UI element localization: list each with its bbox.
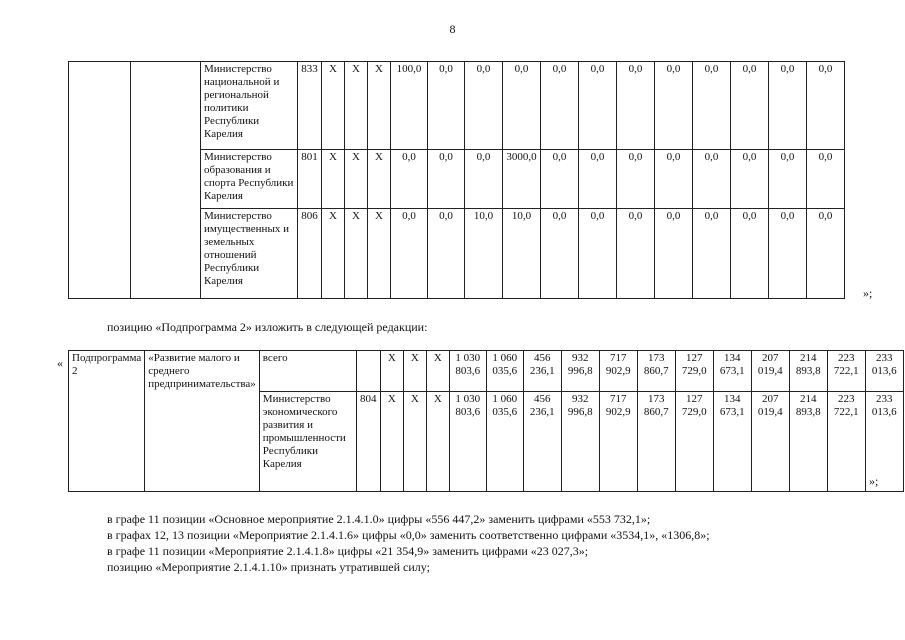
value-cell: 233 013,6 <box>865 392 903 492</box>
executor-name: Министерство имущественных и земельных отношений Республики Карелия <box>201 209 298 299</box>
x-cell: Х <box>368 150 391 209</box>
value-cell: 0,0 <box>693 209 731 299</box>
x-cell: Х <box>403 351 426 392</box>
value-cell: 0,0 <box>541 209 579 299</box>
value-cell: 0,0 <box>617 209 655 299</box>
closing-quote: »; <box>869 474 879 488</box>
value-cell: 932 996,8 <box>561 392 599 492</box>
value-cell: 223 722,1 <box>827 392 865 492</box>
amendment-line: в графе 11 позиции «Мероприятие 2.1.4.1.8» цифры «21 354,9» заменить цифрами «23 027,3»; <box>107 544 589 558</box>
value-cell: 0,0 <box>579 62 617 150</box>
amendment-line: в графе 11 позиции «Основное мероприятие 2.1.4.1.0» цифры «556 447,2» заменить цифрами «553 732,1»; <box>107 512 651 526</box>
value-cell: 0,0 <box>731 62 769 150</box>
value-cell: 0,0 <box>731 150 769 209</box>
value-cell: 0,0 <box>503 62 541 150</box>
subprogram-2-table <box>68 350 904 492</box>
budget-table-continuation <box>68 61 845 299</box>
table-row <box>69 351 904 392</box>
value-cell: 0,0 <box>541 150 579 209</box>
value-cell: 0,0 <box>428 209 465 299</box>
value-cell: 0,0 <box>769 62 807 150</box>
value-cell: 0,0 <box>807 209 845 299</box>
amendment-line: в графах 12, 13 позиции «Мероприятие 2.1.4.1.6» цифры «0,0» заменить соответственно цифрами «3534,1», «1306,8»; <box>107 528 710 542</box>
code-cell: 833 <box>298 62 322 150</box>
value-cell: 717 902,9 <box>599 392 637 492</box>
value-cell: 456 236,1 <box>523 392 561 492</box>
value-cell: 0,0 <box>391 150 428 209</box>
executor-name: Министерство экономического развития и промышленности Республики Карелия <box>259 392 356 492</box>
value-cell: 0,0 <box>579 209 617 299</box>
x-cell: Х <box>403 392 426 492</box>
value-cell: 0,0 <box>428 150 465 209</box>
value-cell: 0,0 <box>465 150 503 209</box>
x-cell: Х <box>380 351 403 392</box>
subprogram-title: «Развитие малого и среднего предпринимательства» <box>145 351 260 492</box>
x-cell: Х <box>426 351 449 392</box>
value-cell: 134 673,1 <box>713 392 751 492</box>
value-cell: 0,0 <box>769 150 807 209</box>
value-cell: 0,0 <box>655 62 693 150</box>
value-cell: 0,0 <box>617 150 655 209</box>
value-cell: 173 860,7 <box>637 392 675 492</box>
code-cell: 806 <box>298 209 322 299</box>
amendment-line: позицию «Мероприятие 2.1.4.1.10» признать утратившей силу; <box>107 560 430 574</box>
instruction-paragraph: позицию «Подпрограмма 2» изложить в следующей редакции: <box>107 320 428 334</box>
value-cell: 207 019,4 <box>751 351 789 392</box>
code-cell: 801 <box>298 150 322 209</box>
x-cell: Х <box>345 209 368 299</box>
executor-name: всего <box>259 351 356 392</box>
x-cell: Х <box>426 392 449 492</box>
value-cell: 127 729,0 <box>675 351 713 392</box>
empty-cell <box>131 62 201 299</box>
value-cell: 456 236,1 <box>523 351 561 392</box>
value-cell: 134 673,1 <box>713 351 751 392</box>
empty-cell <box>69 62 131 299</box>
opening-quote: « <box>57 356 63 370</box>
page-number: 8 <box>449 22 456 36</box>
value-cell: 223 722,1 <box>827 351 865 392</box>
value-cell: 233 013,6 <box>865 351 903 392</box>
executor-name: Министерство образования и спорта Республики Карелия <box>201 150 298 209</box>
value-cell: 0,0 <box>655 209 693 299</box>
x-cell: Х <box>368 62 391 150</box>
value-cell: 0,0 <box>693 62 731 150</box>
closing-quote: »; <box>863 286 873 300</box>
value-cell: 0,0 <box>807 62 845 150</box>
executor-name: Министерство национальной и региональной политики Республики Карелия <box>201 62 298 150</box>
value-cell: 1 060 035,6 <box>486 392 523 492</box>
value-cell: 0,0 <box>391 209 428 299</box>
subprogram-label: Подпрограмма 2 <box>69 351 145 492</box>
value-cell: 932 996,8 <box>561 351 599 392</box>
code-cell: 804 <box>356 392 380 492</box>
x-cell: Х <box>380 392 403 492</box>
value-cell: 10,0 <box>503 209 541 299</box>
value-cell: 0,0 <box>655 150 693 209</box>
value-cell: 717 902,9 <box>599 351 637 392</box>
value-cell: 0,0 <box>465 62 503 150</box>
x-cell: Х <box>345 150 368 209</box>
value-cell: 127 729,0 <box>675 392 713 492</box>
value-cell: 0,0 <box>769 209 807 299</box>
table-row <box>69 62 845 150</box>
value-cell: 214 893,8 <box>789 351 827 392</box>
value-cell: 214 893,8 <box>789 392 827 492</box>
value-cell: 0,0 <box>541 62 579 150</box>
value-cell: 0,0 <box>428 62 465 150</box>
value-cell: 207 019,4 <box>751 392 789 492</box>
value-cell: 0,0 <box>731 209 769 299</box>
value-cell: 1 030 803,6 <box>449 351 486 392</box>
value-cell: 0,0 <box>693 150 731 209</box>
value-cell: 0,0 <box>807 150 845 209</box>
value-cell: 3000,0 <box>503 150 541 209</box>
value-cell: 100,0 <box>391 62 428 150</box>
x-cell: Х <box>322 150 345 209</box>
value-cell: 1 030 803,6 <box>449 392 486 492</box>
value-cell: 10,0 <box>465 209 503 299</box>
value-cell: 0,0 <box>617 62 655 150</box>
code-cell <box>356 351 380 392</box>
value-cell: 0,0 <box>579 150 617 209</box>
x-cell: Х <box>322 62 345 150</box>
x-cell: Х <box>322 209 345 299</box>
x-cell: Х <box>345 62 368 150</box>
x-cell: Х <box>368 209 391 299</box>
value-cell: 1 060 035,6 <box>486 351 523 392</box>
value-cell: 173 860,7 <box>637 351 675 392</box>
